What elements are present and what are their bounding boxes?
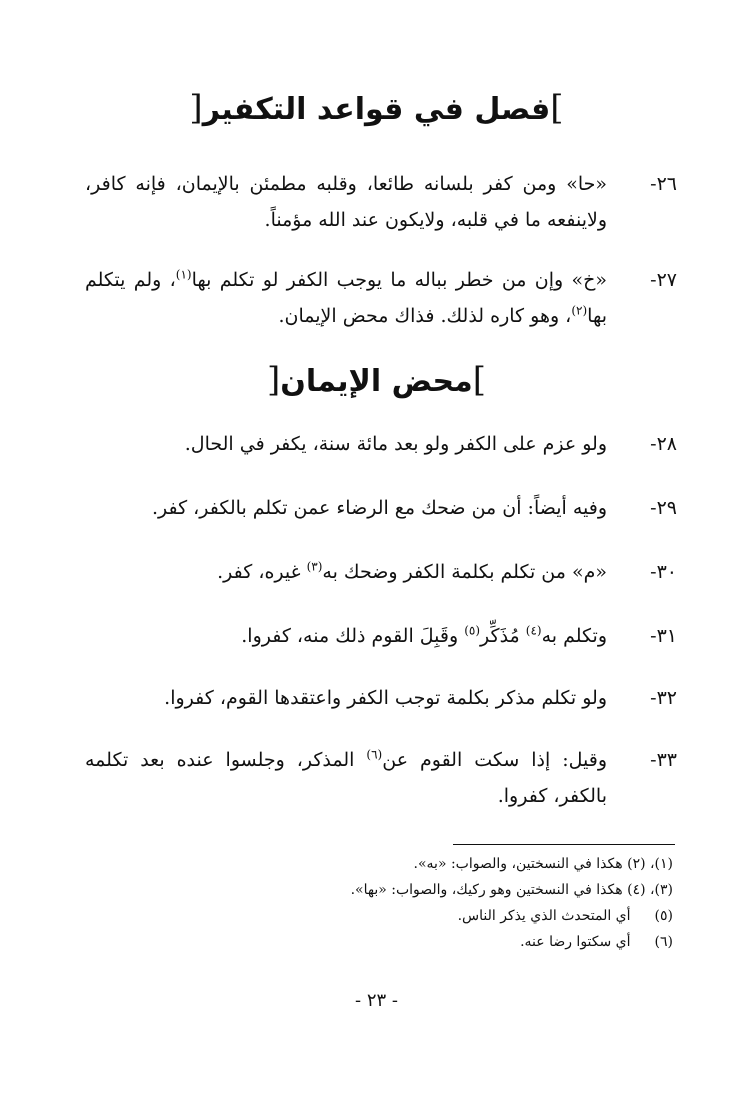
footnote-ref[interactable]: (٣): [306, 559, 323, 574]
entry-number: ٢٦-: [650, 173, 677, 195]
footnote-text: هكذا في النسختين، والصواب: «به».: [413, 856, 623, 872]
entry-30: [85, 554, 675, 590]
footnote-text: أي سكتوا رضا عنه.: [520, 934, 631, 950]
entry-26: [85, 166, 675, 238]
entry-text: «حا» ومن كفر بلسانه طائعا، وقلبه مطمئن بالإيمان، فإنه كافر، ولاينفعه ما في قلبه، ولايكون عند الله مؤمناً.: [85, 173, 607, 231]
entry-text: «م» من تكلم بكلمة الكفر وضحك به$^{(٣)}$ غيره، كفر.: [217, 559, 607, 583]
close-bracket: [: [189, 88, 203, 128]
entry-number: ٢٨-: [650, 433, 677, 455]
entry-27: [85, 262, 675, 334]
open-bracket: ]: [472, 360, 486, 400]
section-heading-pure-faith: [0, 360, 753, 402]
footnote-text: هكذا في النسختين وهو ركيك، والصواب: «بها».: [350, 882, 623, 898]
entry-text: «خ» وإن من خطر بباله ما يوجب الكفر لو تكلم بها$^{(١)}$، ولم يتكلم بها$^{(٢)}$، وهو كاره لذلك. فذاك محض الإيمان.: [85, 267, 607, 327]
footnote-number: (١)، (٢): [627, 856, 673, 872]
footnote-text: أي المتحدث الذي يذكر الناس.: [457, 908, 631, 924]
footnote-6: [113, 930, 673, 954]
close-bracket: [: [267, 360, 281, 400]
entry-number: ٢٩-: [650, 497, 677, 519]
footnote-ref[interactable]: (٥): [464, 623, 481, 638]
entry-text: وفيه أيضاً: أن من ضحك مع الرضاء عمن تكلم بالكفر، كفر.: [151, 497, 607, 519]
entry-text: وقيل: إذا سكت القوم عن$^{(٦)}$ المذكر، وجلسوا عنده بعد تكلمه بالكفر، كفروا.: [85, 747, 607, 807]
footnote-ref[interactable]: (٢): [571, 303, 588, 318]
footnote-3-4: [113, 878, 673, 902]
footnote-number: (٥): [654, 908, 673, 924]
footnote-number: (٦): [654, 934, 673, 950]
entry-32: [85, 680, 675, 716]
footnote-5: [113, 904, 673, 928]
heading-text: محض الإيمان: [280, 364, 473, 399]
entry-31: [85, 618, 675, 654]
entry-33: [85, 742, 675, 814]
open-bracket: ]: [550, 88, 564, 128]
entry-28: [85, 426, 675, 462]
footnote-number: (٣)، (٤): [627, 882, 673, 898]
footnote-1-2: [113, 852, 673, 876]
entry-text: وتكلم به$^{(٤)}$ مُذَكِّر$^{(٥)}$ وقَبِلَ القوم ذلك منه، كفروا.: [241, 623, 607, 647]
entry-number: ٣٣-: [650, 749, 677, 771]
entry-text: ولو عزم على الكفر ولو بعد مائة سنة، يكفر في الحال.: [184, 433, 607, 455]
entry-number: ٣٠-: [650, 561, 677, 583]
heading-text: فصل في قواعد التكفير: [202, 92, 551, 127]
footnote-ref[interactable]: (٤): [525, 623, 542, 638]
entry-text: ولو تكلم مذكر بكلمة توجب الكفر واعتقدها القوم، كفروا.: [164, 687, 607, 709]
entry-number: ٢٧-: [650, 269, 677, 291]
footnote-separator: [453, 844, 675, 845]
page-number: - ٢٣ -: [355, 990, 398, 1011]
entry-29: [85, 490, 675, 526]
section-heading-rules-of-takfir: [0, 88, 753, 130]
footnote-ref[interactable]: (٦): [366, 747, 383, 762]
entry-number: ٣٢-: [650, 687, 677, 709]
entry-number: ٣١-: [650, 625, 677, 647]
footnote-ref[interactable]: (١): [175, 267, 192, 282]
